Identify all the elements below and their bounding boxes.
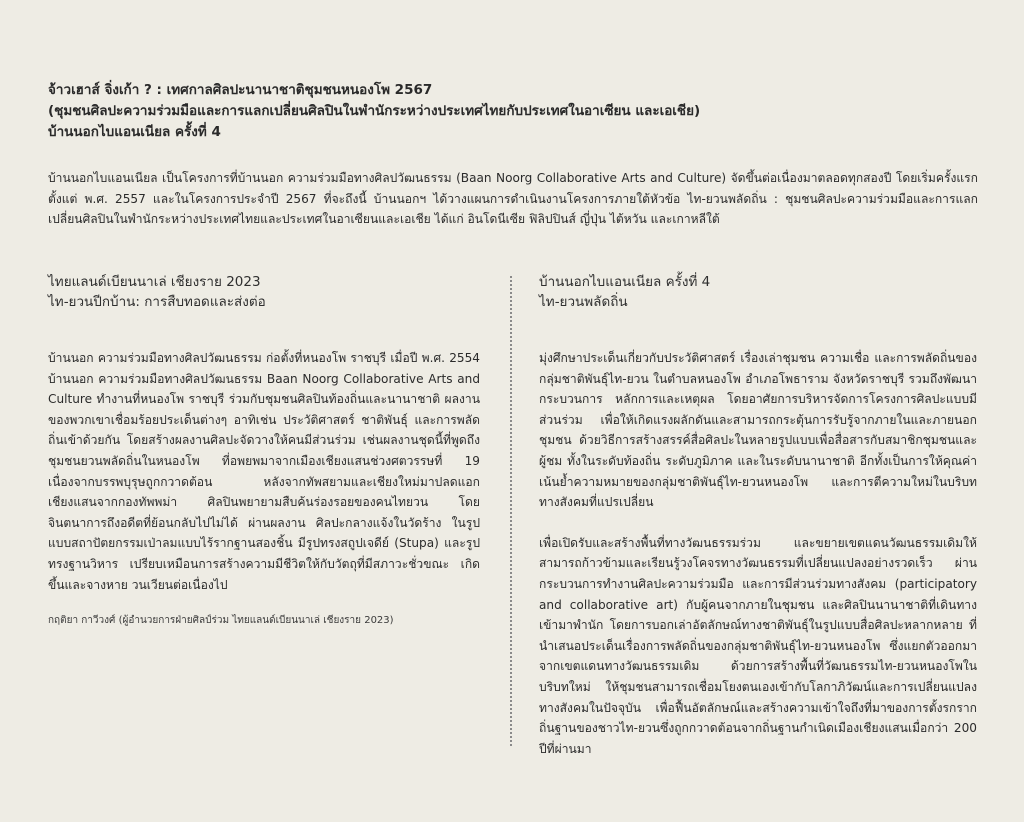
right-column-paragraph-1: มุ่งศึกษาประเด็นเกี่ยวกับประวัติศาสตร์ เรื่องเล่าชุมชน ความเชื่อ และการพลัดถิ่นของกลุ่มชาติพันธุ์ไท-ยวน ในตำบลหนองโพ อำเภอโพธาราม จังหวัดราชบุรี รวมถึงพัฒนากระบวนการ หลักการและเหตุผล โดยอาศัยการบริหารจัดการโครงการศิลปะแบบมีส่วนร่วม เพื่อให้เกิดแรงผลักดันและสามารถกระตุ้นการรับรู้จากภายในและภายนอกชุมชน ด้วยวิธีการสร้างสรรค์สื่อศิลปะในหลายรูปแบบเพื่อสื่อสารกับสมาชิกชุมชนและผู้ชม ทั้งในระดับท้องถิ่น ระดับภูมิภาค และในระดับนานาชาติ อีกทั้งเป็นการให้คุณค่า เน้นย้ำความหมายของกลุ่มชาติพันธุ์ไท-ยวนหนองโพ และการตีความใหม่ในบริบททางสังคมที่แปรเปลี่ยน [539, 351, 977, 510]
left-column-heading [48, 272, 480, 312]
page-title: จ้าวเฮาส์ จิ่งเก้า ? : เทศกาลศิลปะนานาชาติชุมชนหนองโพ 2567 [48, 82, 433, 98]
left-heading-line1: ไทยแลนด์เบียนนาเล่ เชียงราย 2023 [48, 274, 261, 290]
page-edition: บ้านนอกไบแอนเนียล ครั้งที่ 4 [48, 124, 221, 140]
right-column [539, 272, 977, 759]
page-subtitle: (ชุมชนศิลปะความร่วมมือและการแลกเปลี่ยนศิลปินในพำนักระหว่างประเทศไทยกับประเทศในอาเซียน และเอเชีย) [48, 103, 701, 119]
left-heading-line2: ไท-ยวนปีกบ้าน: การสืบทอดและส่งต่อ [48, 294, 266, 310]
intro-paragraph: บ้านนอกไบแอนเนียล เป็นโครงการที่บ้านนอก ความร่วมมือทางศิลปวัฒนธรรม (Baan Noorg Collaborative Arts and Culture) จัดขึ้นต่อเนื่องมาตลอดทุกสองปี โดยเริ่มครั้งแรกตั้งแต่ พ.ศ. 2557 และในโครงการประจำปี 2567 ที่จะถึงนี้ บ้านนอกฯ ได้วางแผนการดำเนินงานโครงการภายใต้หัวข้อ ไท-ยวนพลัดถิ่น : ชุมชนศิลปะความร่วมมือและการแลกเปลี่ยนศิลปินในพำนักระหว่างประเทศไทยและประเทศในอาเซียนและเอเชีย ได้แก่ อินโดนีเซีย ฟิลิปปินส์ ญี่ปุ่น ไต้หวัน และเกาหลีใต้ [48, 171, 978, 227]
left-column-paragraph: บ้านนอก ความร่วมมือทางศิลปวัฒนธรรม ก่อตั้งที่หนองโพ ราชบุรี เมื่อปี พ.ศ. 2554 บ้านนอก ความร่วมมือทางศิลปวัฒนธรรม Baan Noorg Collaborative Arts and Culture ทำงานที่หนองโพ ราชบุรี ร่วมกับชุมชนศิลปินท้องถิ่นและนานาชาติ ผลงานของพวกเขาเชื่อมร้อยประเด็นต่างๆ อาทิเช่น ประวัติศาสตร์ ชาติพันธุ์ และการพลัดถิ่นเข้าด้วยกัน โดยสร้างผลงานศิลปะจัดวางให้คนมีส่วนร่วม เช่นผลงานชุดนี้ที่พูดถึงชุมชนยวนพลัดถิ่นในหนองโพ ที่อพยพมาจากเมืองเชียงแสนช่วงศตวรรษที่ 19 เนื่องจากบรรพบุรุษถูกกวาดต้อน หลังจากทัพสยามและเชียงใหม่มาปลดแอกเชียงแสนจากกองทัพพม่า ศิลปินพยายามสืบค้นร่องรอยของคนไทยวน โดยจินตนาการถึงอดีตที่ย้อนกลับไปไม่ได้ ผ่านผลงาน ศิลปะกลางแจ้งในวัดร้าง ในรูปแบบสถาปัตยกรรมเป่าลมแบบไร้รากฐานสองชิ้น มีรูปทรงสถูปเจดีย์ (Stupa) และรูปทรงฐานวิหาร เปรียบเหมือนการสร้างความมีชีวิตให้กับวัตถุที่มีสภาวะชั่วขณะ เกิดขึ้นและจางหาย วนเวียนต่อเนื่องไป [48, 351, 480, 592]
column-divider [510, 276, 512, 746]
right-column-paragraph-2: เพื่อเปิดรับและสร้างพื้นที่ทางวัฒนธรรมร่วม และขยายเขตแดนวัฒนธรรมเดิมให้สามารถก้าวข้ามและเรียนรู้วงโคจรทางวัฒนธรรมที่เปลี่ยนแปลงอย่างรวดเร็ว ผ่านกระบวนการทำงานศิลปะความร่วมมือ และการมีส่วนร่วมทางสังคม (participatory and collaborative art) กับผู้คนจากภายในชุมชน และศิลปินนานาชาติที่เดินทางเข้ามาพำนัก โดยการบอกเล่าอัตลักษณ์ทางชาติพันธุ์ในรูปแบบสื่อศิลปะหลากหลาย ที่นำเสนอประเด็นเรื่องการพลัดถิ่นของกลุ่มชาติพันธุ์ไท-ยวนหนองโพ ซึ่งแยกตัวออกมาจากเขตแดนทางวัฒนธรรมเดิม ด้วยการสร้างพื้นที่วัฒนธรรมไท-ยวนหนองโพในบริบทใหม่ ให้ชุมชนสามารถเชื่อมโยงตนเองเข้ากับโลกาภิวัฒน์และการเปลี่ยนแปลงทางสังคมในปัจจุบัน เพื่อฟื้นอัตลักษณ์และสร้างความเข้าใจถึงที่มาของการตั้งรกรากถิ่นฐานของชาวไท-ยวนซึ่งถูกกวาดต้อนจากถิ่นฐานกำเนิดเมืองเชียงแสนเมื่อกว่า 200 ปีที่ผ่านมา [539, 535, 977, 756]
right-column-heading [539, 272, 977, 312]
left-column [48, 272, 480, 629]
right-heading-line2: ไท-ยวนพลัดถิ่น [539, 294, 628, 310]
right-heading-line1: บ้านนอกไบแอนเนียล ครั้งที่ 4 [539, 274, 711, 290]
left-column-credit: กฤติยา กาวีวงศ์ (ผู้อำนวยการฝ่ายศิลป์ร่วม ไทยแลนด์เบียนนาเล่ เชียงราย 2023) [48, 615, 394, 627]
title-block [48, 80, 978, 143]
